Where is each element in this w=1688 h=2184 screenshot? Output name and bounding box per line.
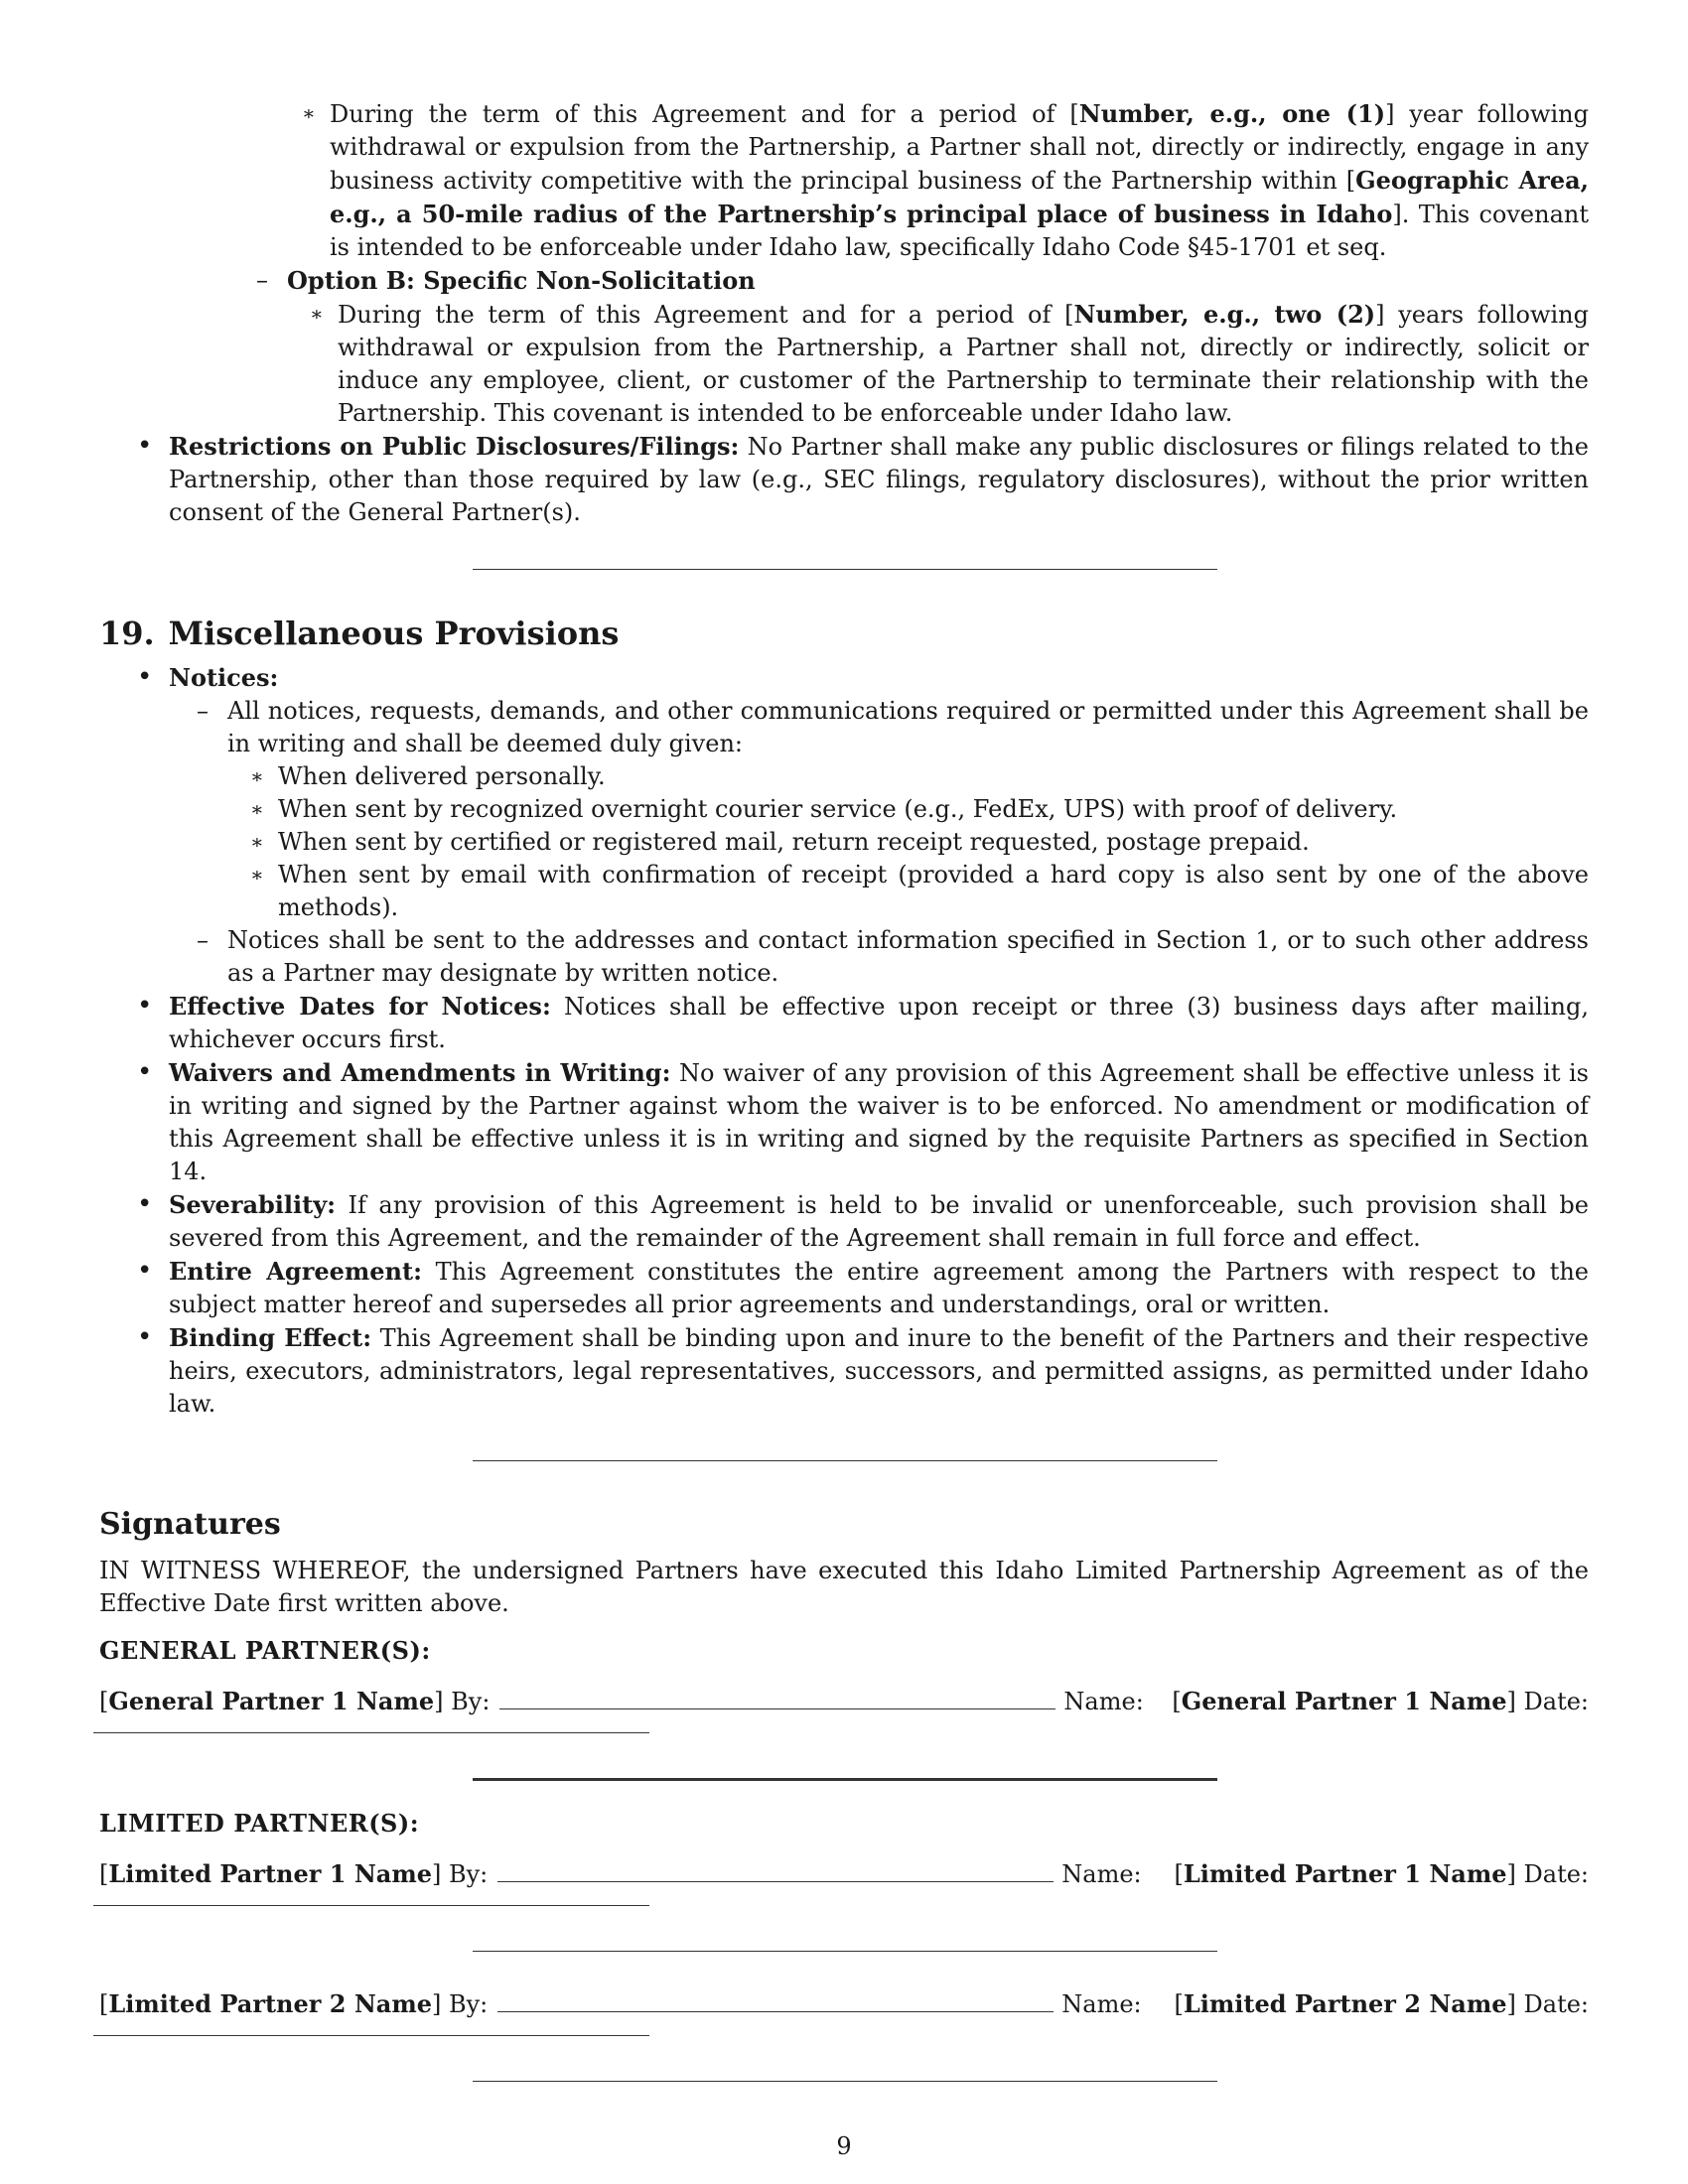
section-19-title: 19. Miscellaneous Provisions [99,614,620,652]
limited-partners-heading: LIMITED PARTNER(S): [99,1809,420,1838]
waivers-item: • Waivers and Amendments in Writing: No waiver of any provision of this Agreement shall be effective unless it is in writing and signed by the Partner against whom the waiver is to be enforced. No amendment or modification of this Agreement shall be effective unless it is in writing and signed by the requisite Partners as specified in Section 14. [99,1056,1589,1188]
restrictions-item: • Restrictions on Public Disclosures/Filings: No Partner shall make any public disclosures or filings related to the Partnership, other than those required by law (e.g., SEC filings, regulatory disclosures), without the prior written consent of the General Partner(s). [99,430,1589,529]
restrictions-list [99,430,1589,529]
gp1-signature-row: [General Partner 1 Name] By: Name: [General Partner 1 Name] Date: [99,1687,1589,1715]
option-b-heading: – Option B: Specific Non-Solicitation ∗ During the term of this Agreement and for a period of [Number, e.g., two (2)] years following withdrawal or expulsion from the Partnership, a Partner shall not, directly or indirectly, solicit or induce any employee, client, or customer of the Partnership to terminate their relationship with the Partnership. This covenant is intended to be enforceable under Idaho law. [228,264,1589,430]
entire-agreement-item: • Entire Agreement: This Agreement constitutes the entire agreement among the Partners with respect to the subject matter hereof and supersedes all prior agreements and understandings, oral or written. [99,1255,1589,1321]
misc-provisions-list [99,661,1589,1421]
effective-dates-item: • Effective Dates for Notices: Notices shall be effective upon receipt or three (3) business days after mailing, whichever occurs first. [99,990,1589,1056]
lp1-signature-line[interactable] [497,1857,1054,1882]
binding-effect-item: • Binding Effect: This Agreement shall be binding upon and inure to the benefit of the Partners and their respective heirs, executors, administrators, legal representatives, successors, and permitted assigns, as permitted under Idaho law. [99,1321,1589,1421]
general-partners-heading: GENERAL PARTNER(S): [99,1636,431,1665]
lp2-signature-line[interactable] [497,1987,1054,2012]
notice-method: ∗ When sent by email with confirmation of receipt (provided a hard copy is also sent by one of the above methods). [227,859,1589,924]
notice-method: ∗ When delivered personally. [227,760,1589,793]
option-a-list [99,97,1589,264]
option-b-list [99,264,1589,430]
lp2-name: Limited Partner 2 Name [108,1989,432,2018]
notice-method: ∗ When sent by certified or registered mail, return receipt requested, postage prepaid. [227,826,1589,859]
option-b-non-solicitation-item: ∗ During the term of this Agreement and for a period of [Number, e.g., two (2)] years following withdrawal or expulsion from the Partnership, a Partner shall not, directly or indirectly, solicit or induce any employee, client, or customer of the Partnership to terminate their relationship with the Partnership. This covenant is intended to be enforceable under Idaho law. [287,298,1589,430]
lp1-name: Limited Partner 1 Name [108,1859,432,1888]
notices-address: – Notices shall be sent to the addresses and contact information specified in Section 1, or to such other address as a Partner may designate by written notice. [169,924,1589,990]
witness-paragraph: IN WITNESS WHEREOF, the undersigned Partners have executed this Idaho Limited Partnership Agreement as of the Effective Date first written above. [99,1557,1589,1617]
notices-item: • Notices: – All notices, requests, demands, and other communications required or permitted under this Agreement shall be in writing and shall be deemed duly given: ∗ When delivered personally. ∗ When sent by recognized overnight courier service (e.g., FedEx, UPS) with proof of delivery. ∗ When sent by certified or registered mail, return receipt requested, postage prepaid. ∗ When sent by email with confirmation of receipt (provided a hard copy is also sent by one of the above methods). – Notices shall be sent to the addresses and contact information specified in Section 1, or to such other address as a Partner may designate by written notice. [99,661,1589,990]
document-page [99,97,1589,2082]
notice-method: ∗ When sent by recognized overnight courier service (e.g., FedEx, UPS) with proof of delivery. [227,793,1589,826]
severability-item: • Severability: If any provision of this Agreement is held to be invalid or unenforceable, such provision shall be severed from this Agreement, and the remainder of the Agreement shall remain in full force and effect. [99,1188,1589,1255]
page-number: 9 [836,2132,852,2160]
gp1-signature-line[interactable] [499,1685,1055,1709]
gp1-name: General Partner 1 Name [108,1687,435,1715]
lp1-signature-row: [Limited Partner 1 Name] By: Name: [Limited Partner 1 Name] Date: [99,1859,1589,1888]
signatures-title: Signatures [99,1507,281,1542]
notices-intro: – All notices, requests, demands, and other communications required or permitted under this Agreement shall be in writing and shall be deemed duly given: ∗ When delivered personally. ∗ When sent by recognized overnight courier service (e.g., FedEx, UPS) with proof of delivery. ∗ When sent by certified or registered mail, return receipt requested, postage prepaid. ∗ When sent by email with confirmation of receipt (provided a hard copy is also sent by one of the above methods). [169,695,1589,924]
option-a-non-compete-item: ∗ During the term of this Agreement and for a period of [Number, e.g., one (1)] year following withdrawal or expulsion from the Partnership, a Partner shall not, directly or indirectly, engage in any business activity competitive with the principal business of the Partnership within [Geographic Area, e.g., a 50-mile radius of the Partnership’s principal place of business in Idaho]. This covenant is intended to be enforceable under Idaho law, specifically Idaho Code §45-1701 et seq. [279,97,1589,264]
lp2-signature-row: [Limited Partner 2 Name] By: Name: [Limited Partner 2 Name] Date: [99,1989,1589,2018]
signature-divider [473,2081,1217,2082]
